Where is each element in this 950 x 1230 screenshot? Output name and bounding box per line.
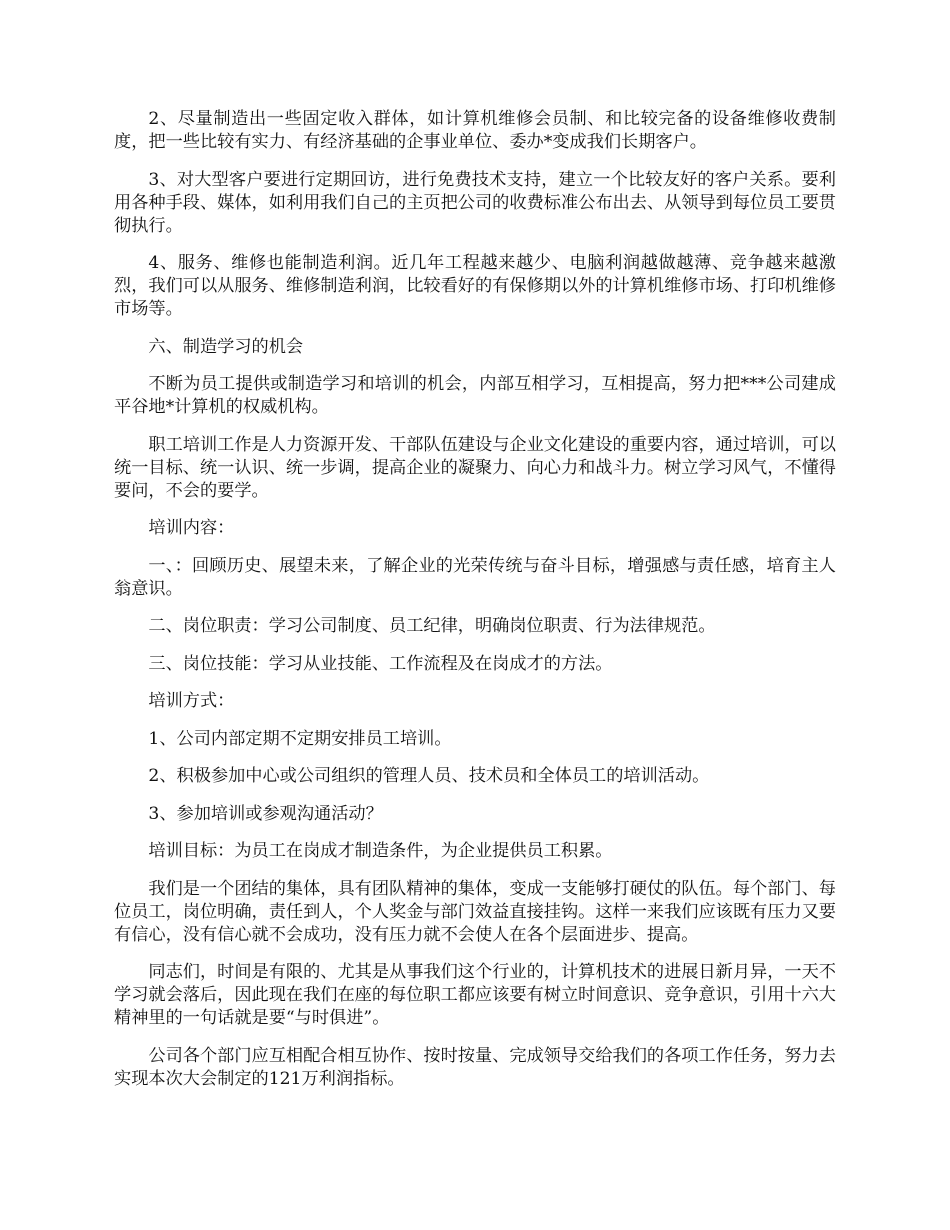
list-item-history: 一、：回顾历史、展望未来，了解企业的光荣传统与奋斗目标，增强感与责任感，培育主人翁意识。	[114, 555, 836, 599]
list-item-job-skills: 三、岗位技能：学习从业技能、工作流程及在岗成才的方法。	[148, 653, 613, 674]
label-training-method: 培训方式：	[148, 691, 235, 711]
paragraph-team-spirit: 我们是一个团结的集体，具有团队精神的集体，变成一支能够打硬仗的队伍。每个部门、每位员工，岗位明确，责任到人，个人奖金与部门效益直接挂钩。这样一来我们应该既有压力又要有信心，没有信心就不会成功，没有压力就不会使人在各个层面进步、提高。	[114, 878, 836, 945]
paragraph-customer-groups: 2、尽量制造出一些固定收入群体，如计算机维修会员制、和比较完备的设备维修收费制度，把一些比较有实力、有经济基础的企事业单位、委办*变成我们长期客户。	[114, 109, 836, 152]
list-item-visits: 3、参加培训或参观沟通活动？	[148, 803, 383, 824]
list-item-internal-training: 1、公司内部定期不定期安排员工培训。	[148, 728, 452, 749]
list-item-job-duties: 二、岗位职责：学习公司制度、员工纪律，明确岗位职责、行为法律规范。	[148, 616, 716, 636]
paragraph-training-importance: 职工培训工作是人力资源开发、干部队伍建设与企业文化建设的重要内容，通过培训，可以统一目标、统一认识、统一步调，提高企业的凝聚力、向心力和战斗力。树立学习风气，不懂得要问，不会的要学。	[114, 434, 836, 501]
paragraph-learning-opportunity: 不断为员工提供或制造学习和培训的机会，内部互相学习，互相提高，努力把***公司建成平谷地*计算机的权威机构。	[114, 374, 836, 417]
paragraph-training-goal: 培训目标：为员工在岗成才制造条件，为企业提供员工积累。	[148, 841, 613, 861]
section-heading-learning: 六、制造学习的机会	[148, 336, 304, 357]
paragraph-customer-visits: 3、对大型客户要进行定期回访，进行免费技术支持，建立一个比较友好的客户关系。要利用各种手段、媒体，如利用我们自己的主页把公司的收费标准公布出去、从领导到每位员工要贯彻执行。	[114, 169, 836, 236]
label-training-content: 培训内容：	[148, 518, 235, 538]
paragraph-time-awareness: 同志们，时间是有限的、尤其是从事我们这个行业的，计算机技术的进展日新月异，一天不学习就会落后，因此现在我们在座的每位职工都应该要有树立时间意识、竞争意识，引用十六大精神里的一句话就是要“与时俱进”。	[114, 962, 836, 1028]
paragraph-service-profit: 4、服务、维修也能制造利润。近几年工程越来越少、电脑利润越做越薄、竞争越来越激烈，我们可以从服务、维修制造利润，比较看好的有保修期以外的计算机维修市场、打印机维修市场等。	[114, 253, 836, 319]
paragraph-profit-target: 公司各个部门应互相配合相互协作、按时按量、完成领导交给我们的各项工作任务，努力去实现本次大会制定的121万利润指标。	[114, 1045, 836, 1089]
document-body	[114, 108, 836, 1105]
list-item-external-training: 2、积极参加中心或公司组织的管理人员、技术员和全体员工的培训活动。	[148, 766, 710, 786]
